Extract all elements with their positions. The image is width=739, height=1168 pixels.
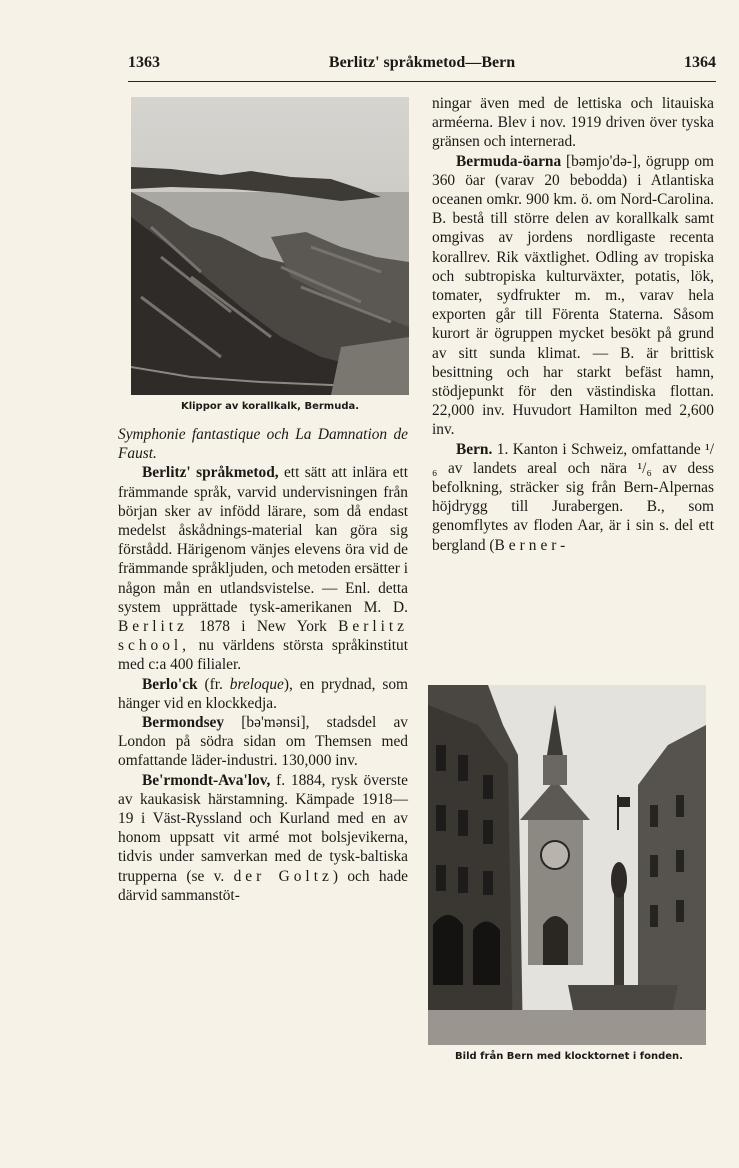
left-column — [118, 425, 408, 905]
spaced-name: der Goltz — [233, 867, 333, 885]
page-number-left: 1363 — [128, 54, 160, 71]
entry-text: [bə'mənsi], stadsdel av London på södra sidan om Themsen med omfattande läder-industri. 130,000 inv. — [118, 714, 408, 770]
faust-line — [118, 425, 408, 463]
entry-bermuda-oarna — [432, 152, 714, 440]
entry-text: [bəmjo'də-], ögrupp om 360 öar (varav 20 bebodda) i Atlantiska oceanen omkr. 900 km. ö. om Nord-Carolina. B. bestå till större delen av korallkalk samt omgivas av jordens nordligaste recenta korallrev. Rik växtlighet. Odling av tropiska och subtropiska kulturväxter, potatis, lök, tomater, sydfrukter m. m., varav hela exporten går till Förenta Staterna. Såsom kurort är ögruppen mycket besökt på grund av sitt sunda klimat. — B. är brittisk besittning och har starkt befäst hamn, stödjepunkt för den västindiska flottan. 22,000 inv. Huvudort Hamilton med 2,600 inv. — [432, 152, 714, 439]
bermuda-rocks-photo — [131, 97, 409, 395]
faust-titles: Symphonie fantastique och La Damnation de Faust. — [118, 426, 408, 463]
header-rule — [128, 81, 716, 82]
continued-text: ningar även med de lettiska och litauiska arméerna. Blev i nov. 1919 driven över tyska gränsen och internerad. — [432, 95, 714, 151]
entry-text: f. 1884, rysk överste av kaukasisk härstamning. Kämpade 1918—19 i Väst-Ryssland och Kurland med en av honom uppsatt vit armé mot bolsjevikerna, tidvis under samverkan med de tysk-baltiska trupperna (se v. — [118, 771, 408, 885]
entry-bermondsey — [118, 713, 408, 771]
spaced-name: Berlitz school, — [118, 618, 408, 655]
entry-term: Berlo'ck — [142, 675, 198, 693]
entry-text: nu världens största språkinstitut med c:a 400 filialer. — [118, 637, 408, 674]
entry-term: Bermondsey — [142, 714, 225, 732]
spaced-name: Berner- — [494, 536, 570, 554]
entry-text: 1. Kanton i Schweiz, omfattande ¹/₆ av landets areal och nära ¹/₆ av dess befolkning, sträcker sig från Bern-Alpernas höjdrygg till Jurabergen. B., som genomflytes av floden Aar, är i sin s. del ett bergland ( — [432, 440, 714, 554]
entry-term: Bermuda-öarna — [456, 152, 562, 170]
entry-text: 1878 i New York — [187, 618, 339, 636]
entry-term: Be'rmondt-Ava'lov, — [142, 771, 271, 789]
entry-bern — [432, 440, 714, 555]
entry-bermondt — [118, 771, 408, 905]
right-column — [432, 94, 714, 555]
spaced-name: Berlitz — [118, 618, 188, 636]
bern-clocktower-photo — [428, 685, 706, 1045]
bern-caption: Bild från Bern med klocktornet i fonden. — [455, 1051, 683, 1062]
entry-term: Berlitz' språkmetod, — [142, 464, 279, 482]
entry-term: Bern. — [456, 440, 493, 458]
entry-text: ), en prydnad, som hänger vid en klockkedja. — [118, 675, 409, 712]
entry-text: (fr. — [197, 675, 230, 693]
entry-berlock — [118, 675, 408, 713]
page-number-right: 1364 — [684, 54, 716, 71]
french-word: breloque — [229, 675, 284, 693]
entry-text: ) och hade därvid sammanstöt- — [118, 867, 408, 904]
bermuda-caption: Klippor av korallkalk, Bermuda. — [180, 401, 360, 412]
running-title: Berlitz' språkmetod—Bern — [328, 54, 516, 71]
entry-text: ett sätt att inlära ett främmande språk, varvid undervisningen från början sker av infödd lärare, som då endast medelst åskådnings-material kan göra sig förstådd. Härigenom vänjes elevens öra vid de främmande språkljuden, och metoden ersätter i någon mån en utlandsvistelse. — Enl. detta system upprättade tysk-amerikanen M. D. — [118, 464, 409, 616]
running-header — [128, 54, 716, 78]
entry-berlitz — [118, 463, 408, 674]
